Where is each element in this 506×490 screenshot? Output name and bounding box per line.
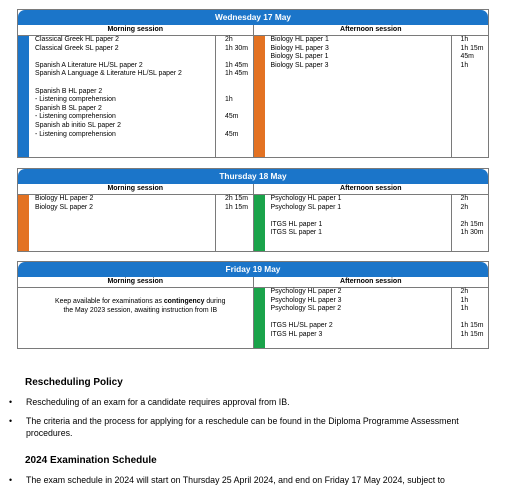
exam-name: Psychology SL paper 1 xyxy=(270,203,342,211)
session-header-row xyxy=(18,277,488,288)
afternoon-cell xyxy=(254,195,489,251)
color-bar xyxy=(254,195,265,251)
afternoon-session-label: Afternoon session xyxy=(340,26,402,33)
exam-entry xyxy=(35,105,253,114)
exam-duration: 1h 30m xyxy=(225,44,248,52)
exam-entry xyxy=(35,53,253,62)
exam-entry xyxy=(35,195,253,204)
rescheduling-heading: Rescheduling Policy xyxy=(25,377,123,388)
bullet-icon: • xyxy=(9,397,13,407)
exam-name: Spanish B SL paper 2 xyxy=(35,104,102,112)
exam-duration: 1h 15m xyxy=(460,322,484,330)
session-header-row xyxy=(18,184,488,195)
day-header: Friday 19 May xyxy=(18,262,488,277)
exam-name: Biology HL paper 2 xyxy=(35,195,94,202)
morning-cell xyxy=(18,36,254,157)
contingency-text: the May 2023 session, awaiting instruction from IB xyxy=(63,307,218,314)
morning-cell xyxy=(18,288,254,348)
exam-duration: 1h 45m xyxy=(225,61,248,69)
exam-name: Psychology SL paper 2 xyxy=(270,305,342,313)
exam-duration: 2h 15m xyxy=(460,220,484,228)
exam-entry xyxy=(271,36,489,45)
exam-name: ITGS HL/SL paper 2 xyxy=(270,322,333,330)
afternoon-entries xyxy=(271,195,489,238)
exam-name: Psychology HL paper 3 xyxy=(270,296,342,304)
exam-duration: 1h 45m xyxy=(225,70,248,78)
exam-duration: 1h 15m xyxy=(460,44,484,52)
afternoon-entries xyxy=(271,288,489,340)
exam-duration: 1h xyxy=(460,296,469,304)
contingency-text: Keep available for examinations as xyxy=(55,298,164,305)
morning-session-label: Morning session xyxy=(18,25,254,35)
exam-name: Biology HL paper 3 xyxy=(270,44,329,52)
exam-duration: 2h xyxy=(225,36,233,43)
exam-entry xyxy=(271,331,489,340)
exam-entry xyxy=(271,53,489,62)
exam-duration: 1h xyxy=(460,305,469,313)
day-thursday-table xyxy=(17,168,489,252)
exam-entry xyxy=(271,322,489,331)
day-header: Wednesday 17 May xyxy=(18,10,488,25)
session-body xyxy=(18,36,488,157)
exam-name: ITGS HL paper 1 xyxy=(270,220,323,228)
exam-name: Classical Greek SL paper 2 xyxy=(35,44,119,52)
exam-entry xyxy=(271,204,489,213)
exam-duration: 45m xyxy=(460,53,474,61)
exam-entry xyxy=(271,195,489,204)
exam-name: Spanish ab initio SL paper 2 xyxy=(35,121,121,129)
exam-duration: 2h xyxy=(460,195,469,202)
exam-duration: 1h 15m xyxy=(460,330,484,338)
contingency-bold: contingency xyxy=(163,298,205,305)
exam-entry xyxy=(35,122,253,131)
exam-entry xyxy=(35,70,253,79)
bullet-text: The criteria and the process for applying for a reschedule can be found in the Diploma Programme Assessment procedures. xyxy=(26,416,459,438)
afternoon-entries xyxy=(271,36,489,70)
exam-name: Biology HL paper 1 xyxy=(270,36,329,43)
exam-duration: 45m xyxy=(225,113,239,121)
exam-entry xyxy=(35,88,253,97)
color-bar xyxy=(18,195,29,251)
exam-duration: 1h 30m xyxy=(460,229,484,237)
exam-entry xyxy=(35,62,253,71)
day-friday-table xyxy=(17,261,489,349)
exam-entry xyxy=(271,62,489,71)
exam-name: ITGS SL paper 1 xyxy=(270,229,322,237)
afternoon-cell xyxy=(254,288,489,348)
exam-entry xyxy=(35,79,253,88)
exam-duration: 2h 15m xyxy=(225,195,248,202)
exam-duration: 2h xyxy=(460,203,469,211)
exam-name: Psychology HL paper 2 xyxy=(270,288,342,295)
exam-entry xyxy=(35,204,253,213)
day-wednesday-table xyxy=(17,9,489,158)
schedule-2024-heading: 2024 Examination Schedule xyxy=(25,455,157,466)
exam-duration: 1h xyxy=(460,36,469,43)
afternoon-cell xyxy=(254,36,489,157)
exam-entry xyxy=(271,45,489,54)
session-body xyxy=(18,288,488,348)
exam-name: Biology SL paper 3 xyxy=(270,61,329,69)
morning-session-label: Morning session xyxy=(18,184,254,194)
session-header-row xyxy=(18,25,488,36)
exam-entry xyxy=(35,113,253,122)
color-bar xyxy=(254,36,265,157)
exam-entry xyxy=(271,212,489,221)
day-header: Thursday 18 May xyxy=(18,169,488,184)
bullet-icon: • xyxy=(9,475,13,485)
morning-entries xyxy=(35,36,253,139)
bullet-icon: • xyxy=(9,416,13,426)
morning-entries xyxy=(35,195,253,212)
exam-name: Spanish A Language & Literature HL/SL paper 2 xyxy=(35,70,182,78)
exam-name: - Listening comprehension xyxy=(35,113,116,121)
exam-entry xyxy=(35,131,253,140)
exam-entry xyxy=(35,36,253,45)
exam-entry xyxy=(271,229,489,238)
exam-duration: 2h xyxy=(460,288,469,295)
exam-entry xyxy=(271,314,489,323)
color-bar xyxy=(254,288,265,348)
exam-name: - Listening comprehension xyxy=(35,96,116,104)
exam-entry xyxy=(271,297,489,306)
color-bar xyxy=(18,36,29,157)
exam-name: Biology SL paper 1 xyxy=(270,53,329,61)
exam-name: - Listening comprehension xyxy=(35,130,116,138)
exam-name: ITGS HL paper 3 xyxy=(270,330,323,338)
exam-duration: 45m xyxy=(225,130,239,138)
exam-name: Spanish B HL paper 2 xyxy=(35,87,103,95)
exam-name: Psychology HL paper 1 xyxy=(270,195,342,202)
morning-session-label: Morning session xyxy=(18,277,254,287)
exam-entry xyxy=(35,45,253,54)
exam-entry xyxy=(271,288,489,297)
exam-entry xyxy=(271,221,489,230)
afternoon-session-label: Afternoon session xyxy=(340,185,402,192)
exam-entry xyxy=(271,305,489,314)
bullet-text: The exam schedule in 2024 will start on Thursday 25 April 2024, and end on Friday 17 May 2024, subject to xyxy=(26,475,445,485)
contingency-text: during xyxy=(204,298,226,305)
exam-name: Classical Greek HL paper 2 xyxy=(35,36,119,43)
session-body xyxy=(18,195,488,251)
afternoon-session-label: Afternoon session xyxy=(340,278,402,285)
exam-duration: 1h xyxy=(460,61,469,69)
exam-entry xyxy=(35,96,253,105)
exam-duration: 1h 15m xyxy=(225,203,248,211)
contingency-note xyxy=(38,297,243,315)
exam-name: Biology SL paper 2 xyxy=(35,203,93,211)
exam-duration: 1h xyxy=(225,96,233,104)
exam-name: Spanish A Literature HL/SL paper 2 xyxy=(35,61,143,69)
bullet-text: Rescheduling of an exam for a candidate requires approval from IB. xyxy=(26,397,290,407)
morning-cell xyxy=(18,195,254,251)
